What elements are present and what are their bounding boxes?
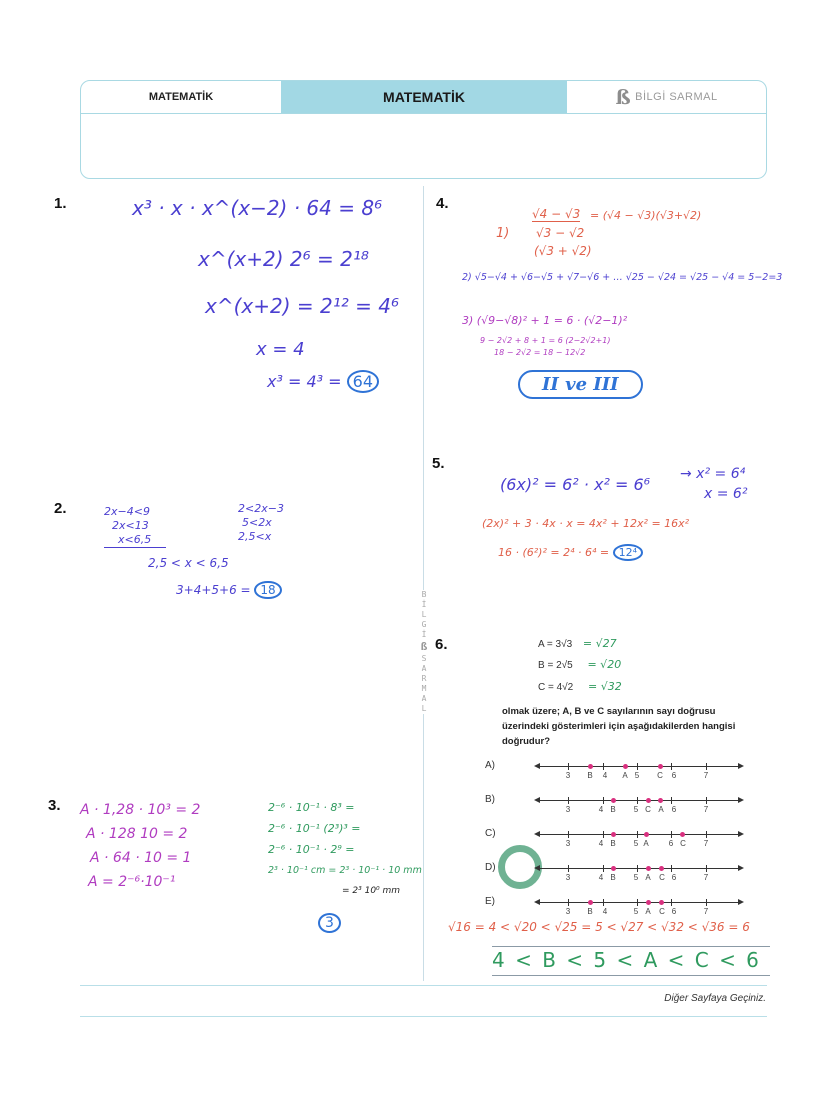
tick-label: 5 xyxy=(633,839,639,848)
point-label: C xyxy=(659,873,665,882)
tick-label: 6 xyxy=(671,873,677,882)
q6-def-label: A = 3√3 xyxy=(538,639,573,650)
number-line xyxy=(539,902,739,916)
q1-line-5 xyxy=(267,370,379,393)
point-label: A xyxy=(643,839,649,848)
header-subject-center: MATEMATİK xyxy=(281,81,567,113)
point-label: C xyxy=(645,805,651,814)
q3-right-line: 2⁻⁶ · 10⁻¹ · 8³ = xyxy=(268,801,355,814)
q6-option-e[interactable] xyxy=(485,896,745,920)
question-2-number: 2. xyxy=(54,500,67,517)
work-underline-bottom xyxy=(492,975,770,976)
option-label: C) xyxy=(485,828,496,839)
header-row xyxy=(81,81,766,114)
q6-def-label: B = 2√5 xyxy=(538,660,573,671)
q2-left-line: 2x−4<9 xyxy=(104,505,150,518)
point-label: C xyxy=(657,771,663,780)
tick-label: 7 xyxy=(703,907,709,916)
watermark-letter: L xyxy=(421,610,427,619)
point-label: C xyxy=(680,839,686,848)
tick-label: 3 xyxy=(565,839,571,848)
tick-label: 4 xyxy=(602,771,608,780)
tick-label: 3 xyxy=(565,771,571,780)
watermark-letter: R xyxy=(421,674,427,683)
tick-label: 7 xyxy=(703,873,709,882)
q6-work-line1: √16 = 4 < √20 < √25 = 5 < √27 < √32 < √36 = 6 xyxy=(448,920,750,934)
q5-line2: (2x)² + 3 · 4x · x = 4x² + 12x² = 16x² xyxy=(482,517,690,530)
question-4-number: 4. xyxy=(436,195,449,212)
q6-option-d[interactable] xyxy=(485,862,745,886)
q5-line3 xyxy=(498,544,643,561)
q3-left-line: A · 128 10 = 2 xyxy=(86,826,188,842)
tick-label: 5 xyxy=(634,771,640,780)
question-5-number: 5. xyxy=(432,455,445,472)
q6-option-c[interactable] xyxy=(485,828,745,852)
q2-left-work xyxy=(104,505,166,548)
option-label: A) xyxy=(485,760,495,771)
q6-def-c xyxy=(538,680,622,693)
q2-sum-line xyxy=(176,581,282,599)
q6-work-line2: 4 < B < 5 < A < C < 6 xyxy=(492,948,761,972)
q4-line3: 3) (√9−√8)² + 1 = 6 · (√2−1)² xyxy=(462,314,628,327)
q3-right-line: 2⁻⁶ · 10⁻¹ · 2⁹ = xyxy=(268,843,355,856)
tick-label: 4 xyxy=(598,805,604,814)
q6-def-hand: = √32 xyxy=(588,680,622,693)
q3-right-line: 2⁻⁶ · 10⁻¹ (2³)³ = xyxy=(268,822,361,835)
point-label: B xyxy=(610,805,616,814)
work-underline-top xyxy=(492,946,770,947)
q5-line1-right: → x² = 6⁴ xyxy=(680,466,746,482)
q3-right-line-5: = 2³ 10⁰ mm xyxy=(342,886,401,896)
next-page-note: Diğer Sayfaya Geçiniz. xyxy=(664,993,766,1004)
q4-line1-denominator: √3 − √2 xyxy=(536,226,585,240)
q3-answer: 3 xyxy=(318,913,341,933)
watermark-letter: S xyxy=(421,654,427,663)
footer-line-top xyxy=(80,985,767,986)
tick-label: 3 xyxy=(565,805,571,814)
watermark-letter: G xyxy=(421,620,427,629)
tick-label: 3 xyxy=(565,907,571,916)
q6-prompt: olmak üzere; A, B ve C sayılarının sayı doğrusu üzerindeki gösterimleri için aşağıdakilerden hangisi doğrudur? xyxy=(502,706,736,747)
q6-option-a[interactable] xyxy=(485,760,745,784)
option-label: D) xyxy=(485,862,496,873)
q5-answer-circled: 12⁴ xyxy=(613,544,643,561)
q3-left-line: A = 2⁻⁶·10⁻¹ xyxy=(88,874,176,890)
question-6-number: 6. xyxy=(435,636,448,653)
q2-left-line: x<6,5 xyxy=(104,533,166,548)
tick-label: 5 xyxy=(633,805,639,814)
q1-line-3: x^(x+2) = 2¹² = 4⁶ xyxy=(205,294,399,318)
q5-line3-expr: 16 · (6²)² = 2⁴ · 6⁴ = xyxy=(498,546,610,559)
footer-line-bottom xyxy=(80,1016,767,1017)
tick-label: 7 xyxy=(703,805,709,814)
brand-name: BİLGİ SARMAL xyxy=(635,91,718,103)
q4-line1-numerator: √4 − √3 xyxy=(532,207,581,221)
q4-line1-denominator-conj: (√3 + √2) xyxy=(534,244,592,258)
q2-right-line: 5<2x xyxy=(242,516,272,529)
header-brand xyxy=(567,81,766,113)
watermark-letter: İ xyxy=(421,600,427,609)
option-label: E) xyxy=(485,896,495,907)
number-line xyxy=(539,834,739,848)
q1-line-1: x³ · x · x^(x−2) · 64 = 8⁶ xyxy=(132,196,383,220)
q2-sum: 3+4+5+6 = xyxy=(176,583,251,597)
q2-combined: 2,5 < x < 6,5 xyxy=(148,556,229,570)
side-watermark xyxy=(419,590,429,714)
number-line xyxy=(539,868,739,882)
q6-option-b[interactable] xyxy=(485,794,745,818)
tick-label: 7 xyxy=(703,771,709,780)
point-label: A xyxy=(622,771,628,780)
q1-answer-circled: 64 xyxy=(347,370,379,393)
point-label: C xyxy=(659,907,665,916)
tick-label: 4 xyxy=(598,873,604,882)
point-label: B xyxy=(610,873,616,882)
tick-label: 6 xyxy=(671,805,677,814)
column-divider xyxy=(423,186,424,981)
header-subject-left: MATEMATİK xyxy=(148,91,214,103)
bilgi-sarmal-logo-icon: ß xyxy=(615,85,632,109)
q2-right-line: 2<2x−3 xyxy=(238,502,284,515)
watermark-letter: B xyxy=(421,590,427,599)
point-label: A xyxy=(645,907,651,916)
question-3-number: 3. xyxy=(48,797,61,814)
option-label: B) xyxy=(485,794,495,805)
tick-label: 4 xyxy=(602,907,608,916)
tick-label: 5 xyxy=(633,907,639,916)
watermark-letter: L xyxy=(421,704,427,713)
tick-label: 7 xyxy=(703,839,709,848)
point-label: A xyxy=(658,805,664,814)
q4-answer-circled xyxy=(518,370,643,399)
q3-right-work xyxy=(268,797,422,881)
tick-label: 5 xyxy=(633,873,639,882)
q5-line1-right2: x = 6² xyxy=(704,486,748,502)
tick-label: 4 xyxy=(598,839,604,848)
q2-answer-circled: 18 xyxy=(254,581,281,599)
question-1-number: 1. xyxy=(54,195,67,212)
tick-label: 6 xyxy=(671,771,677,780)
point-label: B xyxy=(610,839,616,848)
q6-def-b xyxy=(538,658,621,671)
q6-def-label: C = 4√2 xyxy=(538,682,574,693)
q2-right-work xyxy=(238,502,284,544)
q1-final-expr: x³ = 4³ = xyxy=(267,372,342,391)
q3-answer-circled xyxy=(318,912,341,933)
q4-line2: 2) √5−√4 + √6−√5 + √7−√6 + … √25 − √24 = √25 − √4 = 5−2=3 xyxy=(462,272,783,283)
q4-answer: II ve III xyxy=(518,370,643,399)
q2-right-line: 2,5<x xyxy=(238,530,272,543)
tick-label: 3 xyxy=(565,873,571,882)
q6-def-hand: = √20 xyxy=(587,658,622,671)
q5-line1: (6x)² = 6² · x² = 6⁶ xyxy=(500,475,651,494)
tick-label: 6 xyxy=(671,907,677,916)
bilgi-sarmal-logo-icon: ß xyxy=(420,640,428,653)
q6-def-a xyxy=(538,637,617,650)
q3-right-line: 2³ · 10⁻¹ cm = 2³ · 10⁻¹ · 10 mm xyxy=(268,865,422,876)
watermark-letter: M xyxy=(421,684,427,693)
point-label: B xyxy=(587,907,593,916)
q4-line1-label: 1) xyxy=(496,226,510,241)
q4-line3b: 9 − 2√2 + 8 + 1 = 6 (2−2√2+1) xyxy=(480,336,611,345)
watermark-letter: İ xyxy=(421,630,427,639)
page-header xyxy=(80,80,767,179)
watermark-letter: A xyxy=(421,694,427,703)
q1-line-4: x = 4 xyxy=(256,339,305,360)
q1-line-2: x^(x+2) 2⁶ = 2¹⁸ xyxy=(198,247,369,271)
q4-line1-rhs: = (√4 − √3)(√3+√2) xyxy=(590,209,702,222)
q2-left-line: 2x<13 xyxy=(112,519,149,532)
point-label: B xyxy=(587,771,593,780)
tick-label: 6 xyxy=(668,839,674,848)
q3-left-work xyxy=(80,798,200,894)
number-line xyxy=(539,800,739,814)
q3-left-line: A · 1,28 · 10³ = 2 xyxy=(80,802,201,818)
watermark-letter: A xyxy=(421,664,427,673)
number-line xyxy=(539,766,739,780)
q3-left-line: A · 64 · 10 = 1 xyxy=(90,850,192,866)
point-label: A xyxy=(645,873,651,882)
q4-line3c: 18 − 2√2 = 18 − 12√2 xyxy=(494,348,586,357)
q6-def-hand: = √27 xyxy=(582,637,617,650)
